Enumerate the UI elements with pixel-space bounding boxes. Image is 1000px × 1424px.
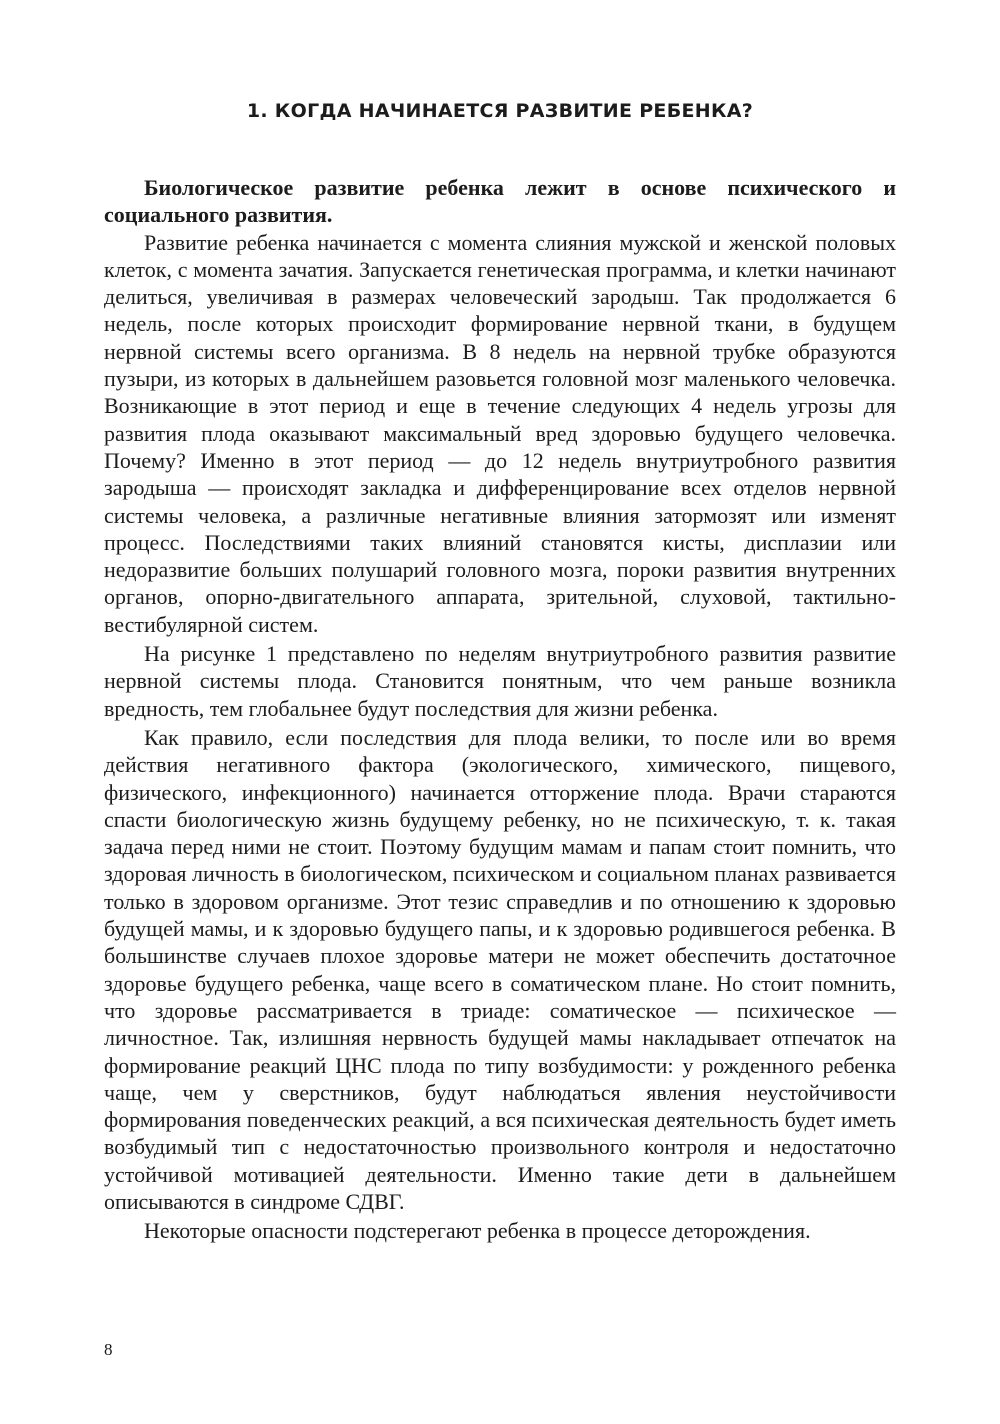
document-page — [104, 0, 896, 1424]
body-text — [104, 174, 896, 1247]
paragraph: Развитие ребенка начинается с момента слияния мужской и женской половых клеток, с момента зачатия. Запускается генетическая программа, и клетки начинают делиться, увеличивая в размерах человеческий зародыш. Так продолжается 6 недель, после которых происходит формирование нервной ткани, в будущем нервной системы всего организма. В 8 недель на нервной трубке образуются пузыри, из которых в дальнейшем разовьется головной мозг маленького человечка. Возникающие в этот период и еще в течение следующих 4 недель угрозы для развития плода оказывают максимальный вред здоровью будущего человечка. Почему? Именно в этот период — до 12 недель внутриутробного развития зародыша — происходят закладка и дифференцирование всех отделов нервной системы человека, а различные негативные влияния затормозят или изменят процесс. Последствиями таких влияний становятся кисты, дисплазии или недоразвитие больших полушарий головного мозга, пороки развития внутренних органов, опорно-двигательного аппарата, зрительной, слуховой, тактильно-вестибулярной систем. — [104, 229, 896, 637]
paragraph: Некоторые опасности подстерегают ребенка в процессе деторождения. — [144, 1218, 811, 1244]
page-number: 8 — [104, 1340, 113, 1359]
paragraph: Как правило, если последствия для плода велики, то после или во время действия негативного фактора (экологического, химического, пищевого, физического, инфекционного) начинается отторжение плода. Врачи стараются спасти биологическую жизнь будущему ребенку, но не психическую, т. к. такая задача перед ними не стоит. Поэтому будущим мамам и папам стоит помнить, что здоровая личность в биологическом, психическом и социальном планах развивается только в здоровом организме. Этот тезис справедлив и по отношению к здоровью будущей мамы, и к здоровью будущего папы, и к здоровью родившегося ребенка. В большинстве случаев плохое здоровье матери не может обеспечить достаточное здоровье будущего ребенка, чаще всего в соматическом плане. Но стоит помнить, что здоровье рассматривается в триаде: соматическое — психическое — личностное. Так, излишняя нервность будущей мамы накладывает отпечаток на формирование реакций ЦНС плода по типу возбудимости: у рожденного ребенка чаще, чем у сверстников, будут наблюдаться явления неустойчивости формирования поведенческих реакций, а вся психическая деятельность будет иметь возбудимый тип с недостаточностью произвольного контроля и недостаточно устойчивой мотивацией деятельности. Именно такие дети в дальнейшем описываются в синдроме СДВГ. — [104, 724, 896, 1214]
lead-paragraph: Биологическое развитие ребенка лежит в основе психического и социального развития. — [104, 175, 896, 228]
chapter-title: 1. КОГДА НАЧИНАЕТСЯ РАЗВИТИЕ РЕБЕНКА? — [246, 100, 754, 122]
paragraph: На рисунке 1 представлено по неделям внутриутробного развития развитие нервной системы плода. Становится понятным, что чем раньше возникла вредность, тем глобальнее будут последствия для жизни ребенка. — [104, 641, 896, 721]
